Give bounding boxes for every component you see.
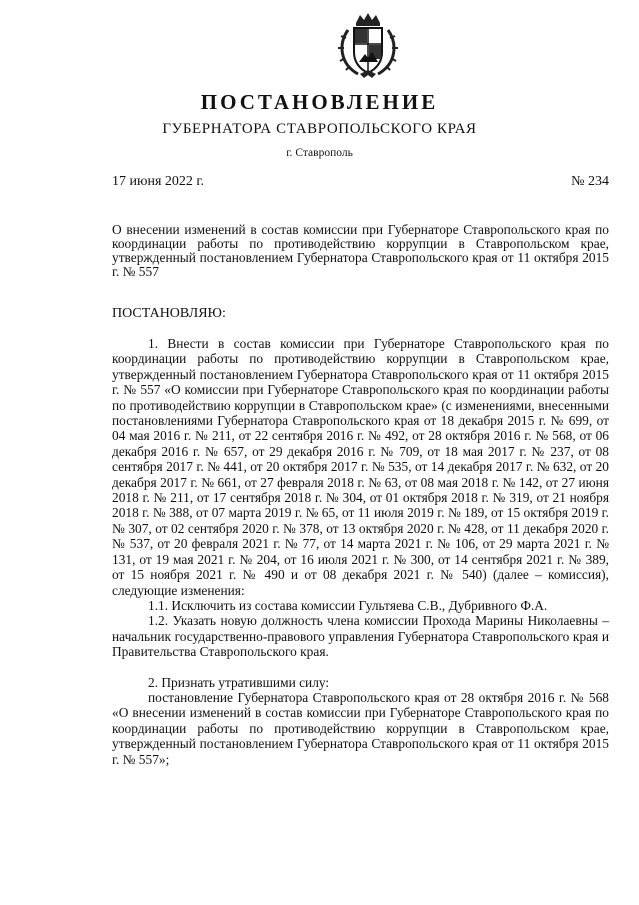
paragraph-1-1: 1.1. Исключить из состава комиссии Гультяева С.В., Дубривного Ф.А. [148,597,548,613]
document-body [112,336,609,767]
decree-heading: ПОСТАНОВЛЯЮ: [112,306,226,321]
document-date: 17 июня 2022 г. [112,174,205,189]
coat-of-arms-icon [332,10,404,82]
city-name: г. Ставрополь [286,147,353,159]
paragraph-1: 1. Внести в состав комиссии при Губернаторе Ставропольского края по координации работы по противодействию коррупции в Ставропольском крае, утвержденный постановлением Губернатора Ставропольского края от 11 октября 2015 г. № 557 «О комиссии при Губернаторе Ставропольского края по координации работы по противодействию коррупции в Ставропольском крае» (с изменениями, внесенными постановлениями Губернатора Ставропольского края от 18 декабря 2015 г. № 699, от 04 мая 2016 г. № 211, от 22 сентября 2016 г. № 492, от 28 октября 2016 г. № 568, от 06 декабря 2016 г. № 657, от 29 декабря 2016 г. № 709, от 18 мая 2017 г. № 237, от 08 сентября 2017 г. № 441, от 20 октября 2017 г. № 535, от 14 декабря 2017 г. № 632, от 20 декабря 2017 г. № 661, от 27 февраля 2018 г. № 63, от 08 мая 2018 г. № 142, от 27 июня 2018 г. № 211, от 17 сентября 2018 г. № 304, от 01 октября 2018 г. № 319, от 21 ноября 2018 г. № 388, от 07 марта 2019 г. № 65, от 11 июля 2019 г. № 189, от 15 октября 2019 г. № 307, от 02 сентября 2020 г. № 378, от 13 октября 2020 г. № 428, от 11 декабря 2020 г. № 537, от 20 февраля 2021 г. № 77, от 14 марта 2021 г. № 106, от 29 марта 2021 г. № 131, от 19 мая 2021 г. № 204, от 16 июля 2021 г. № 300, от 14 сентября 2021 г. № 389, от 15 ноября 2021 г. № 490 и от 08 декабря 2021 г. № 540) (далее – комиссия), следующие изменения: [112,336,609,598]
paragraph-2: 2. Признать утратившими силу: [148,674,330,690]
document-title: ПОСТАНОВЛЕНИЕ [200,90,439,114]
paragraph-2-item: постановление Губернатора Ставропольского края от 28 октября 2016 г. № 568 «О внесении изменений в состав комиссии при Губернаторе Ставропольского края по координации работы по противодействию коррупции в Ставропольском крае, утвержденный постановлением Губернатора Ставропольского края от 11 октября 2015 г. № 557»; [112,689,609,767]
document-number: № 234 [571,174,609,189]
issuer-title: ГУБЕРНАТОРА СТАВРОПОЛЬСКОГО КРАЯ [162,121,477,137]
document-subject: О внесении изменений в состав комиссии при Губернаторе Ставропольского края по координации работы по противодействию коррупции в Ставропольском крае, утвержденный постановлением Губернатора Ставропольского края от 11 октября 2015 г. № 557 [112,222,609,279]
paragraph-1-2: 1.2. Указать новую должность члена комиссии Прохода Марины Николаевны – начальник государственно-правового управления Губернатора Ставропольского края и Правительства Ставропольского края. [112,613,609,660]
